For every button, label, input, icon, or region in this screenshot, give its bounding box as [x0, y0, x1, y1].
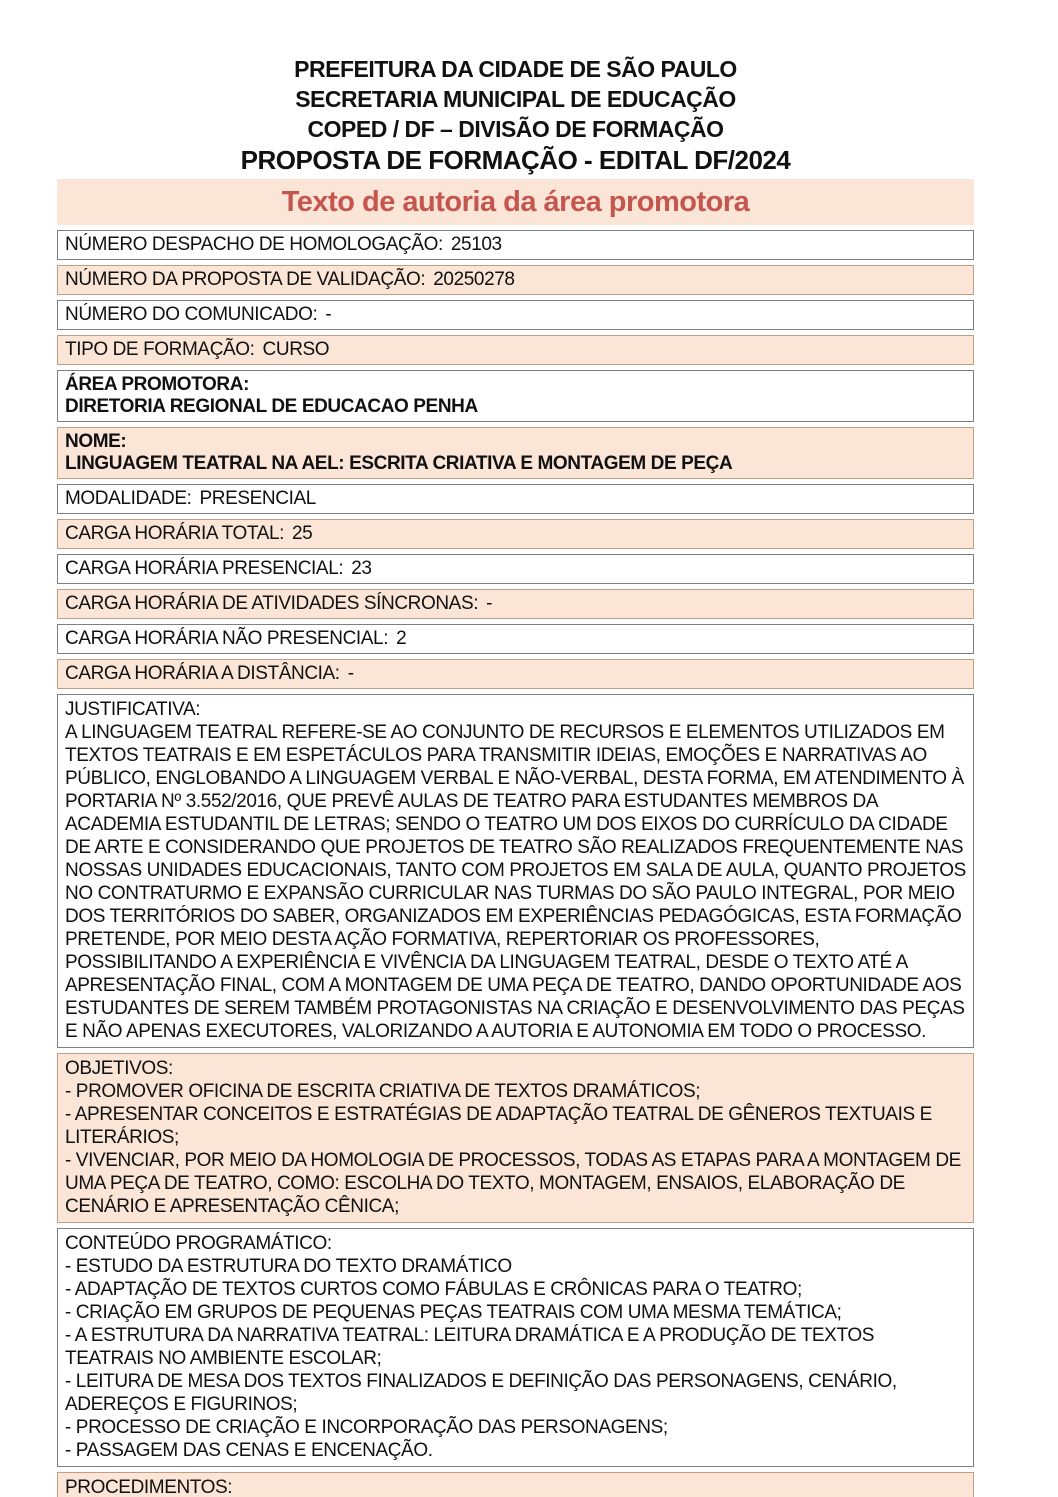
field-value: - [347, 663, 354, 684]
field-value: - [486, 593, 493, 614]
section-procedimentos [57, 1472, 974, 1497]
content-item: - ESTUDO DA ESTRUTURA DO TEXTO DRAMÁTICO [65, 1256, 512, 1277]
content-item: - PASSAGEM DAS CENAS E ENCENAÇÃO. [65, 1440, 433, 1461]
section-objetivos [57, 1053, 974, 1223]
field-value: LINGUAGEM TEATRAL NA AEL: ESCRITA CRIATIVA E MONTAGEM DE PEÇA [65, 453, 733, 474]
document-content [57, 0, 974, 1497]
header-line-proposta: PROPOSTA DE FORMAÇÃO - EDITAL DF/2024 [240, 145, 791, 175]
content-item: - ADAPTAÇÃO DE TEXTOS CURTOS COMO FÁBULAS E CRÔNICAS PARA O TEATRO; [65, 1279, 802, 1300]
content-item: - LEITURA DE MESA DOS TEXTOS FINALIZADOS E DEFINIÇÃO DAS PERSONAGENS, CENÁRIO, ADEREÇOS E FIGURINOS; [65, 1371, 897, 1415]
section-justificativa [57, 694, 974, 1048]
objective-item: - APRESENTAR CONCEITOS E ESTRATÉGIAS DE ADAPTAÇÃO TEATRAL DE GÊNEROS TEXTUAIS E LITERÁRIOS; [65, 1104, 932, 1148]
field-row-carga-presencial [57, 554, 974, 584]
field-value: - [325, 304, 332, 325]
field-label: NOME: [65, 431, 127, 452]
field-label: ÁREA PROMOTORA: [65, 374, 250, 395]
field-row-carga-distancia [57, 659, 974, 689]
field-row-nome [57, 427, 974, 479]
field-row-numero-despacho [57, 230, 974, 260]
section-text: A LINGUAGEM TEATRAL REFERE-SE AO CONJUNTO DE RECURSOS E ELEMENTOS UTILIZADOS EM TEXTOS TEATRAIS E EM ESPETÁCULOS PARA TRANSMITIR IDEIAS, EMOÇÕES E NARRATIVAS AO PÚBLICO, ENGLOBANDO A LINGUAGEM VERBAL E NÃO-VERBAL, DESTA FORMA, EM ATENDIMENTO À PORTARIA Nº 3.552/2016, QUE PREVÊ AULAS DE TEATRO PARA ESTUDANTES MEMBROS DA ACADEMIA ESTUDANTIL DE LETRAS; SENDO O TEATRO UM DOS EIXOS DO CURRÍCULO DA CIDADE DE ARTE E CONSIDERANDO QUE PROJETOS DE TEATRO SÃO REALIZADOS FREQUENTEMENTE NAS NOSSAS UNIDADES EDUCACIONAIS, TANTO COM PROJETOS EM SALA DE AULA, QUANTO PROJETOS NO CONTRATURMO E EXPANSÃO CURRICULAR NAS TURMAS DO SÃO PAULO INTEGRAL, POR MEIO DOS TERRITÓRIOS DO SABER, ORGANIZADOS EM EXPERIÊNCIAS PEDAGÓGICAS, ESTA FORMAÇÃO PRETENDE, POR MEIO DESTA AÇÃO FORMATIVA, REPERTORIAR OS PROFESSORES, POSSIBILITANDO A EXPERIÊNCIA E VIVÊNCIA DA LINGUAGEM TEATRAL, DESDE O TEXTO ATÉ A APRESENTAÇÃO FINAL, COM A MONTAGEM DE UMA PEÇA DE TEATRO, DANDO OPORTUNIDADE AOS ESTUDANTES DE SEREM TAMBÉM PROTAGONISTAS NA CRIAÇÃO E DESENVOLVIMENTO DAS PEÇAS E NÃO APENAS EXECUTORES, VALORIZANDO A AUTORIA E AUTONOMIA EM TODO O PROCESSO. [65, 722, 966, 1042]
field-value: PRESENCIAL [199, 488, 316, 509]
field-label: CARGA HORÁRIA DE ATIVIDADES SÍNCRONAS: [65, 593, 479, 614]
field-row-tipo-formacao [57, 335, 974, 365]
section-label: JUSTIFICATIVA: [65, 699, 201, 720]
header-line-secretaria: SECRETARIA MUNICIPAL DE EDUCAÇÃO [295, 86, 736, 112]
document-header [57, 54, 974, 177]
objective-item: - VIVENCIAR, POR MEIO DA HOMOLOGIA DE PROCESSOS, TODAS AS ETAPAS PARA A MONTAGEM DE UMA PEÇA DE TEATRO, COMO: ESCOLHA DO TEXTO, MONTAGEM, ENSAIOS, ELABORAÇÃO DE CENÁRIO E APRESENTAÇÃO CÊNICA; [65, 1150, 961, 1217]
field-row-carga-sincronas [57, 589, 974, 619]
field-label: CARGA HORÁRIA PRESENCIAL: [65, 558, 344, 579]
field-row-modalidade [57, 484, 974, 514]
field-value: 23 [351, 558, 372, 579]
content-item: - CRIAÇÃO EM GRUPOS DE PEQUENAS PEÇAS TEATRAIS COM UMA MESMA TEMÁTICA; [65, 1302, 842, 1323]
field-value: 25 [292, 523, 313, 544]
section-label: OBJETIVOS: [65, 1058, 173, 1079]
field-label: CARGA HORÁRIA A DISTÂNCIA: [65, 663, 340, 684]
field-label: TIPO DE FORMAÇÃO: [65, 339, 255, 360]
field-label: NÚMERO DO COMUNICADO: [65, 304, 318, 325]
content-item: - PROCESSO DE CRIAÇÃO E INCORPORAÇÃO DAS PERSONAGENS; [65, 1417, 668, 1438]
field-row-numero-proposta [57, 265, 974, 295]
field-row-carga-total [57, 519, 974, 549]
field-row-area-promotora [57, 370, 974, 422]
field-label: CARGA HORÁRIA NÃO PRESENCIAL: [65, 628, 389, 649]
field-row-numero-comunicado [57, 300, 974, 330]
field-value: 20250278 [433, 269, 515, 290]
section-label: PROCEDIMENTOS: [65, 1477, 233, 1497]
field-label: NÚMERO DA PROPOSTA DE VALIDAÇÃO: [65, 269, 426, 290]
field-rows [57, 230, 974, 689]
field-label: CARGA HORÁRIA TOTAL: [65, 523, 285, 544]
field-value: 25103 [450, 234, 502, 255]
section-conteudo-programatico [57, 1228, 974, 1467]
section-label: CONTEÚDO PROGRAMÁTICO: [65, 1233, 332, 1254]
field-value: DIRETORIA REGIONAL DE EDUCACAO PENHA [65, 396, 478, 417]
field-row-carga-nao-presencial [57, 624, 974, 654]
content-item: - A ESTRUTURA DA NARRATIVA TEATRAL: LEITURA DRAMÁTICA E A PRODUÇÃO DE TEXTOS TEATRAIS NO AMBIENTE ESCOLAR; [65, 1325, 874, 1369]
field-label: NÚMERO DESPACHO DE HOMOLOGAÇÃO: [65, 234, 443, 255]
banner-title: Texto de autoria da área promotora [281, 185, 750, 218]
field-value: 2 [396, 628, 407, 649]
field-value: CURSO [262, 339, 330, 360]
header-line-coped: COPED / DF – DIVISÃO DE FORMAÇÃO [307, 116, 724, 142]
objective-item: - PROMOVER OFICINA DE ESCRITA CRIATIVA DE TEXTOS DRAMÁTICOS; [65, 1081, 701, 1102]
field-label: MODALIDADE: [65, 488, 192, 509]
header-line-prefeitura: PREFEITURA DA CIDADE DE SÃO PAULO [294, 56, 737, 82]
authorship-banner [57, 179, 974, 225]
